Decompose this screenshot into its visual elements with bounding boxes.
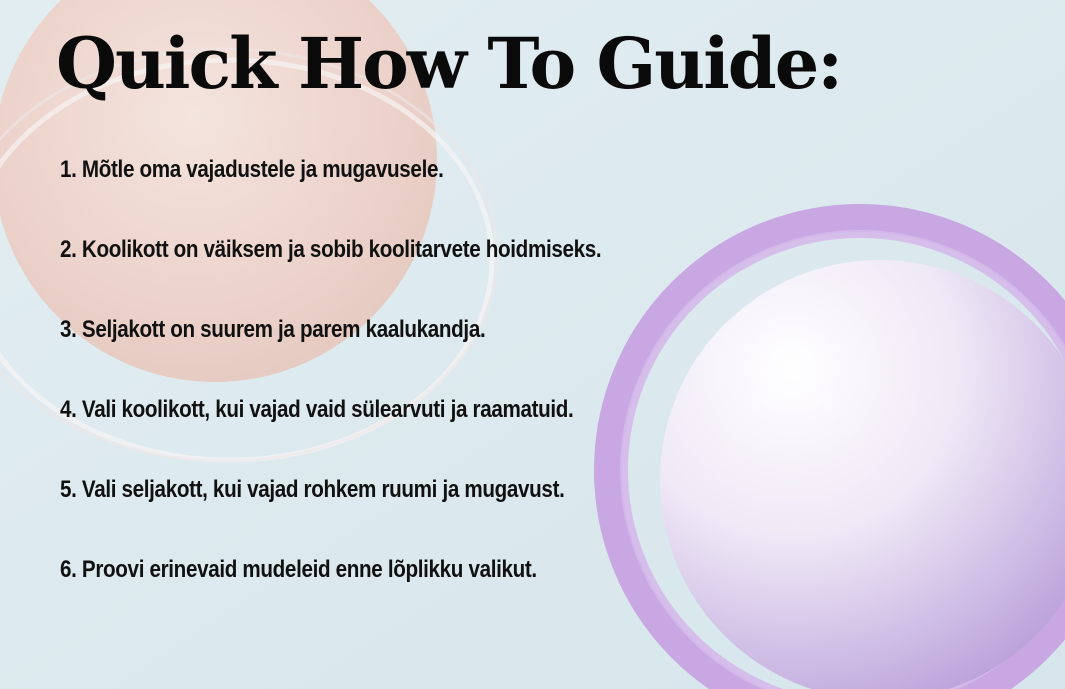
step-item: 3. Seljakott on suurem ja parem kaalukandja. (60, 316, 486, 343)
step-item: 2. Koolikott on väiksem ja sobib koolitarvete hoidmiseks. (60, 236, 602, 263)
steps-list (60, 150, 689, 610)
step-item: 4. Vali koolikott, kui vajad vaid sülearvuti ja raamatuid. (60, 396, 574, 423)
step-item: 6. Proovi erinevaid mudeleid enne lõplikku valikut. (60, 556, 537, 583)
step-item: 5. Vali seljakott, kui vajad rohkem ruumi ja mugavust. (60, 476, 565, 503)
step-item: 1. Mõtle oma vajadustele ja mugavusele. (60, 156, 444, 183)
page-title: Quick How To Guide: (56, 22, 842, 105)
